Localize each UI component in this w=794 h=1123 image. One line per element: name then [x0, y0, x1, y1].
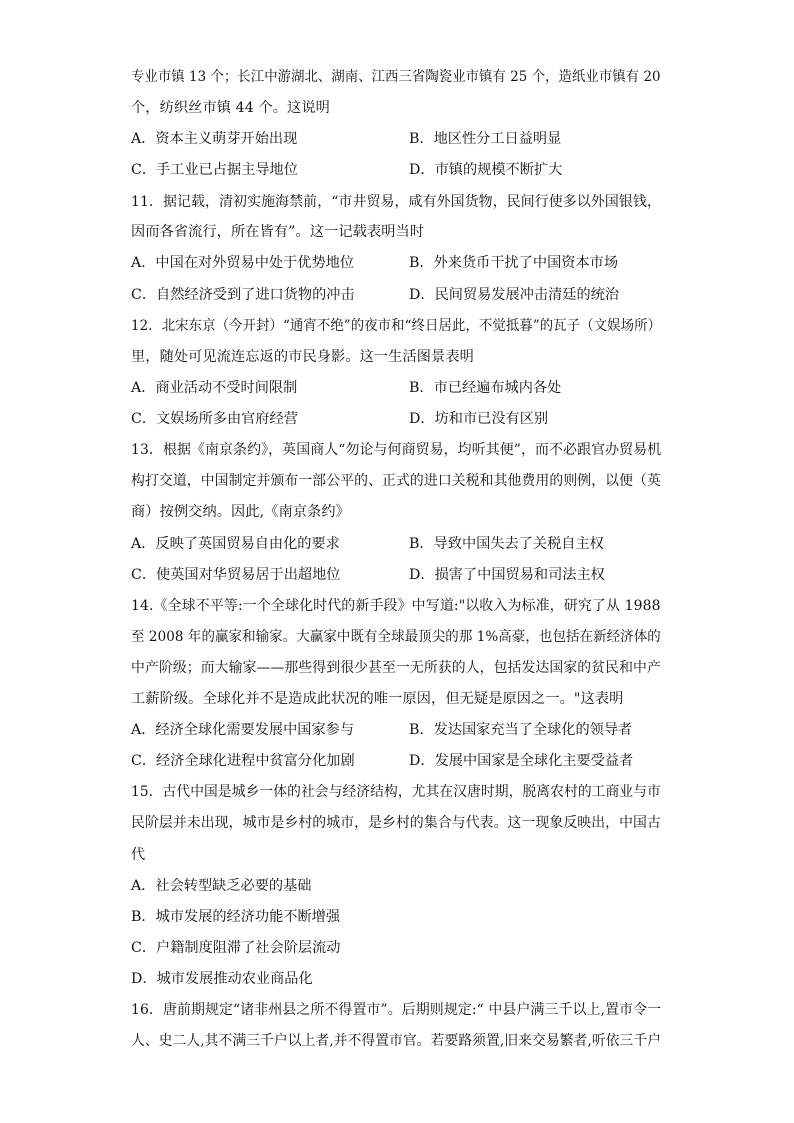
question-15-option-c[interactable]: C．户籍制度阻滞了社会阶层流动	[131, 940, 341, 956]
question-12-option-d[interactable]: D．坊和市已没有区别	[409, 411, 549, 427]
question-13-option-b[interactable]: B．导致中国失去了关税自主权	[409, 536, 604, 552]
question-14-option-d[interactable]: D．发展中国家是全球化主要受益者	[409, 753, 634, 769]
question-14-text-line-3: 中产阶级；而大输家——那些得到很少甚至一无所获的人，包括发达国家的贫民和中产	[131, 660, 661, 676]
question-16-text-line-2: 人、史二人,其不满三千户以上者,并不得置市官。若要路须置,旧来交易繁者,听依三千户	[131, 1033, 662, 1049]
question-15-text-line-1: 15．古代中国是城乡一体的社会与经济结构，尤其在汉唐时期，脱离农村的工商业与市	[131, 784, 661, 800]
question-12-option-c[interactable]: C．文娱场所多由官府经营	[131, 411, 298, 427]
question-11-option-c[interactable]: C．自然经济受到了进口货物的冲击	[131, 287, 355, 303]
question-12-option-a[interactable]: A．商业活动不受时间限制	[131, 380, 298, 396]
question-10-option-d[interactable]: D．市镇的规模不断扩大	[409, 162, 563, 178]
question-10-option-c[interactable]: C．手工业已占据主导地位	[131, 162, 298, 178]
question-14-text-line-4: 工薪阶级。全球化并不是造成此状况的唯一原因，但无疑是原因之一。"这表明	[131, 691, 624, 707]
question-13-text-line-1: 13．根据《南京条约》，英国商人“勿论与何商贸易，均听其便”，而不必跟官办贸易机	[131, 442, 662, 458]
question-15-option-a[interactable]: A．社会转型缺乏必要的基础	[131, 878, 312, 894]
question-11-option-b[interactable]: B．外来货币干扰了中国资本市场	[409, 255, 619, 271]
question-13-option-a[interactable]: A．反映了英国贸易自由化的要求	[131, 536, 340, 552]
question-14-text-line-2: 至 2008 年的赢家和输家。大赢家中既有全球最顶尖的那 1%高豪，也包括在新经济体的	[131, 629, 661, 645]
question-13-text-line-3: 商）按例交纳。因此,《南京条约》	[131, 504, 350, 520]
question-15-option-b[interactable]: B．城市发展的经济功能不断增强	[131, 909, 341, 925]
question-12-option-b[interactable]: B．市已经遍布城内各处	[409, 380, 562, 396]
question-14-text-line-1: 14.《全球不平等:一个全球化时代的新手段》中写道:"以收入为标准，研究了从 1988	[131, 598, 661, 614]
question-10-option-b[interactable]: B．地区性分工日益明显	[409, 131, 562, 147]
question-10-option-a[interactable]: A．资本主义萌芽开始出现	[131, 131, 298, 147]
question-13-text-line-2: 构打交道，中国制定并颁布一部公平的、正式的进口关税和其他费用的则例，以便（英	[131, 473, 661, 489]
question-15-text-line-2: 民阶层并未出现，城市是乡村的城市，是乡村的集合与代表。这一现象反映出，中国古	[131, 815, 661, 831]
question-12-text-line-1: 12．北宋东京（今开封）“通宵不绝”的夜市和“终日居此，不觉抵暮”的瓦子（文娱场所）	[131, 318, 662, 334]
question-11-option-a[interactable]: A．中国在对外贸易中处于优势地位	[131, 255, 355, 271]
question-15-option-d[interactable]: D．城市发展推动农业商品化	[131, 971, 313, 987]
question-14-option-a[interactable]: A．经济全球化需要发展中国家参与	[131, 722, 355, 738]
question-11-text-line-2: 因而各省流行，所在皆有”。这一记载表明当时	[131, 224, 425, 240]
question-14-option-b[interactable]: B．发达国家充当了全球化的领导者	[409, 722, 633, 738]
question-10-text-line-1: 专业市镇 13 个；长江中游湖北、湖南、江西三省陶瓷业市镇有 25 个，造纸业市镇有 20	[131, 69, 661, 85]
question-10-text-line-2: 个，纺织丝市镇 44 个。这说明	[131, 100, 330, 116]
question-13-option-d[interactable]: D．损害了中国贸易和司法主权	[409, 567, 605, 583]
question-16-text-line-1: 16．唐前期规定“诸非州县之所不得置市”。后期则规定:“ 中县户满三千以上,置市令一	[131, 1002, 662, 1018]
question-14-option-c[interactable]: C．经济全球化进程中贫富分化加剧	[131, 753, 355, 769]
question-11-text-line-1: 11．据记载，清初实施海禁前，“市井贸易，咸有外国货物，民间行使多以外国银钱，	[131, 194, 661, 210]
question-13-option-c[interactable]: C．使英国对华贸易居于出超地位	[131, 567, 341, 583]
question-15-text-line-3: 代	[131, 847, 146, 863]
question-12-text-line-2: 里，随处可见流连忘返的市民身影。这一生活图景表明	[131, 349, 474, 365]
question-11-option-d[interactable]: D．民间贸易发展冲击清廷的统治	[409, 287, 620, 303]
